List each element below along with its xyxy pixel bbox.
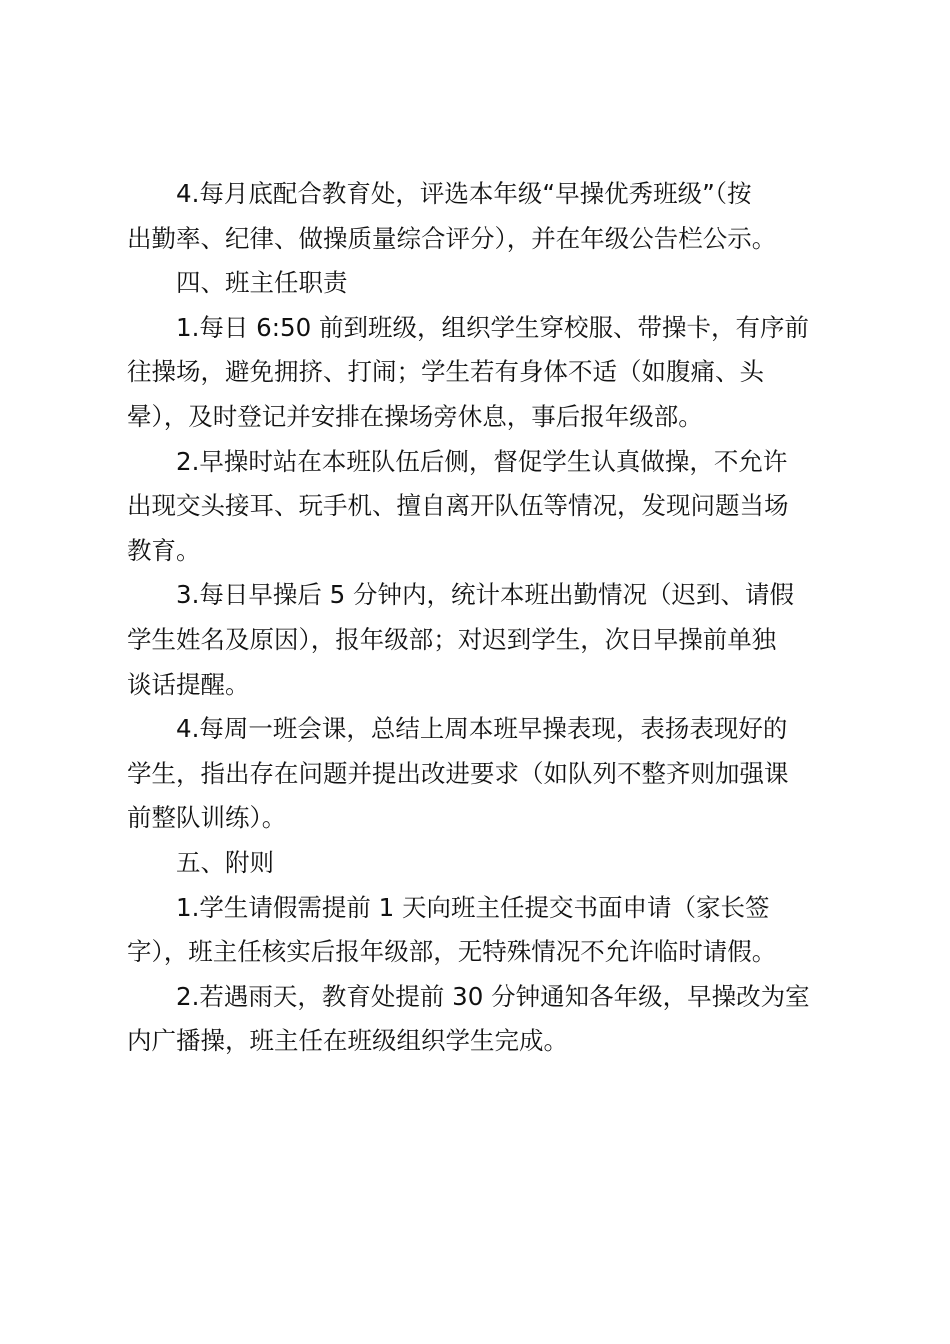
text-line: 往操场，避免拥挤、打闹；学生若有身体不适（如腹痛、头 [127,357,764,387]
text-line: 内广播操，班主任在班级组织学生完成。 [127,1026,568,1056]
text-line: 3.每日早操后 5 分钟内，统计本班出勤情况（迟到、请假 [176,580,795,610]
paragraph-rule-2 [127,975,839,1064]
section-heading: 五、附则 [176,847,274,877]
text-line: 1.每日 6:50 前到班级，组织学生穿校服、带操卡，有序前 [176,312,809,342]
text-line: 4.每月底配合教育处，评选本年级“早操优秀班级”（按 [176,179,752,208]
paragraph-rule-1 [127,886,839,975]
text-line: 4.每周一班会课，总结上周本班早操表现，表扬表现好的 [176,714,788,744]
paragraph-duty-4 [127,707,839,841]
paragraph-duty-3 [127,573,839,707]
section-heading-head-teacher-duties [127,261,839,306]
text-line: 出勤率、纪律、做操质量综合评分），并在年级公告栏公示。 [127,223,777,253]
paragraph-duty-2 [127,440,839,574]
text-line: 学生，指出存在问题并提出改进要求（如队列不整齐则加强课 [127,758,789,788]
text-line: 1.学生请假需提前 1 天向班主任提交书面申请（家长签 [176,892,770,922]
text-line: 2.若遇雨天，教育处提前 30 分钟通知各年级，早操改为室 [176,981,810,1011]
document-body [127,172,839,1064]
text-line: 学生姓名及原因），报年级部；对迟到学生，次日早操前单独 [127,624,777,654]
text-line: 教育。 [127,535,201,565]
text-line: 字），班主任核实后报年级部，无特殊情况不允许临时请假。 [127,937,777,967]
section-heading-supplementary [127,841,839,886]
text-line: 前整队训练）。 [127,803,287,833]
text-line: 谈话提醒。 [127,669,250,699]
text-line: 出现交头接耳、玩手机、擅自离开队伍等情况，发现问题当场 [127,491,789,521]
text-line: 晕），及时登记并安排在操场旁休息，事后报年级部。 [127,401,703,431]
paragraph-monthly-selection [127,172,839,261]
text-line: 2.早操时站在本班队伍后侧，督促学生认真做操，不允许 [176,446,788,476]
section-heading: 四、班主任职责 [176,268,348,298]
paragraph-duty-1 [127,306,839,440]
